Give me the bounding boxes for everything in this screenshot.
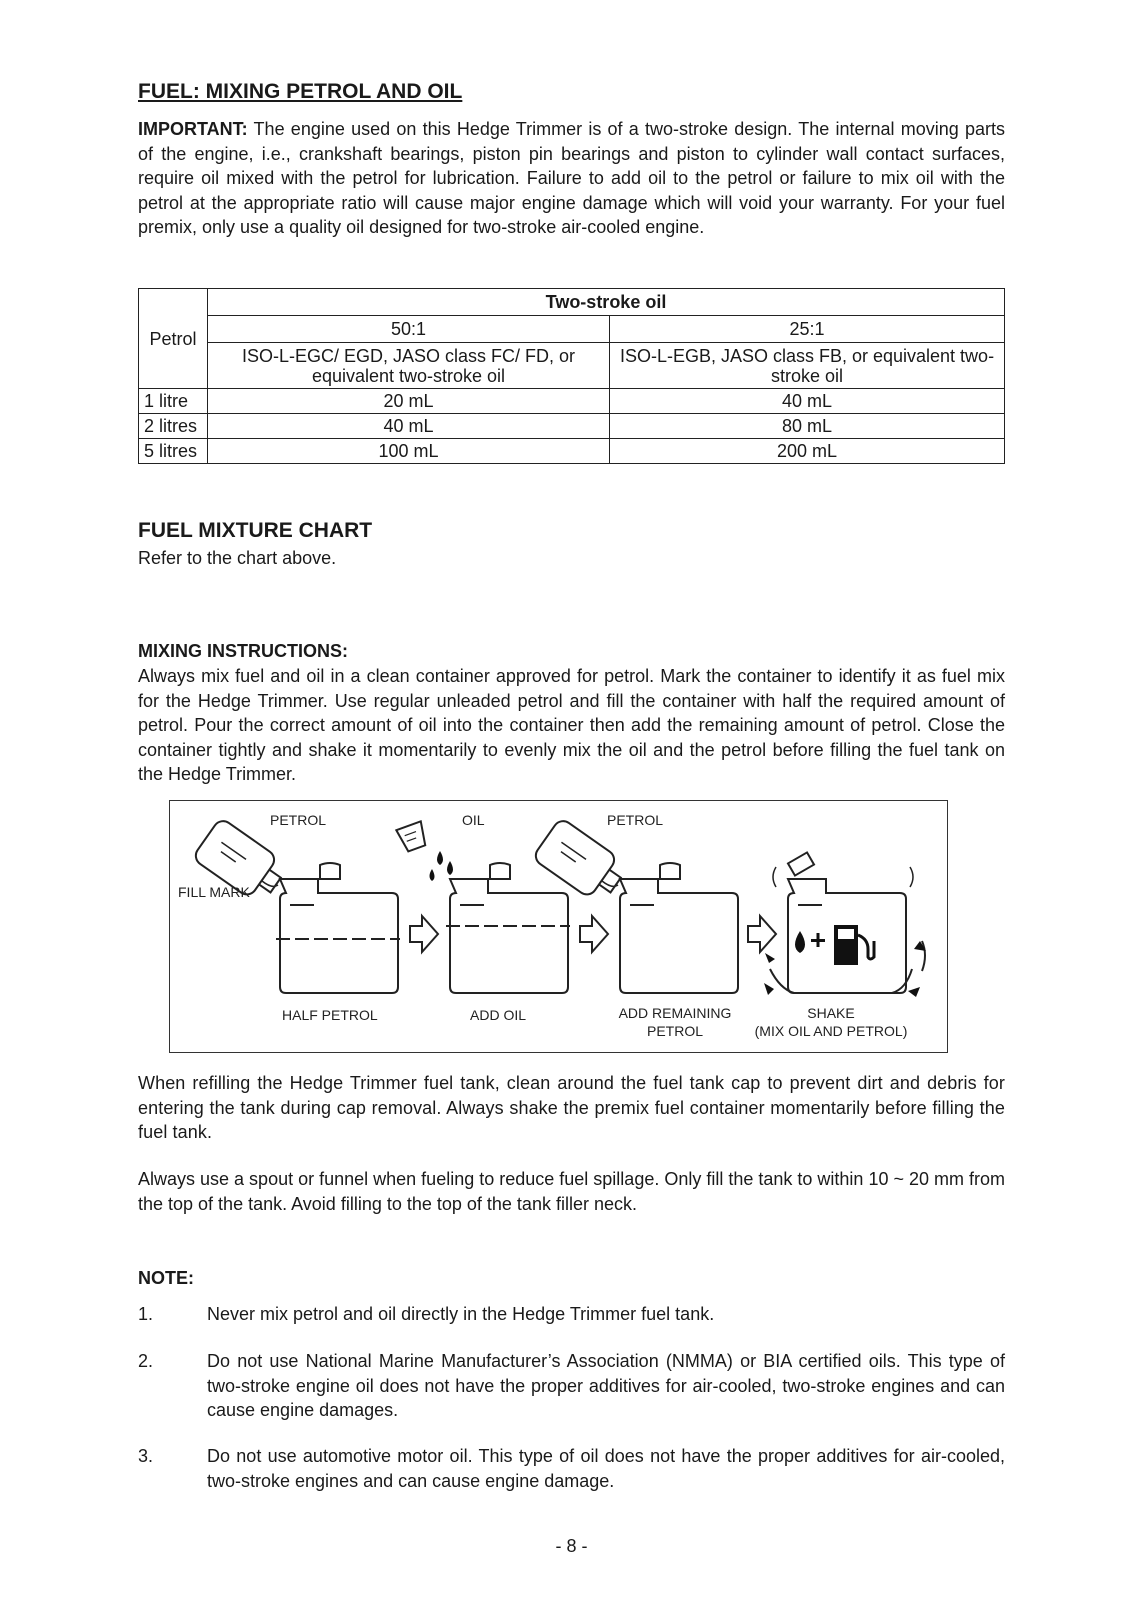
refill-paragraph: When refilling the Hedge Trimmer fuel tank, clean around the fuel tank cap to prevent dirt and debris for entering the tank during cap removal. Always shake the premix fuel container momentarily before filling the fuel tank. bbox=[138, 1073, 1005, 1143]
petrol-amount: 2 litres bbox=[139, 414, 208, 439]
table-row bbox=[139, 389, 1005, 414]
important-paragraph bbox=[138, 117, 1005, 240]
fuel-drop-icon bbox=[795, 931, 805, 953]
label-shake-line1: SHAKE bbox=[807, 1005, 855, 1021]
label-add-remaining-line1: ADD REMAINING bbox=[618, 1005, 732, 1021]
ratio-25-1: 25:1 bbox=[610, 316, 1005, 343]
label-petrol-1: PETROL bbox=[270, 812, 327, 828]
note-text: Do not use automotive motor oil. This type of oil does not have the proper additives for air-cooled, two-stroke engines and can cause engine damage. bbox=[207, 1446, 1005, 1491]
important-label: IMPORTANT: bbox=[138, 119, 248, 139]
oil-cup-icon bbox=[396, 821, 429, 852]
note-text: Do not use National Marine Manufacturer’s Association (NMMA) or BIA certified oils. This type of two-stroke engine oil does not have the proper additives for air-cooled, two-stroke engines and can cause engine damages. bbox=[207, 1351, 1005, 1421]
mixing-heading: MIXING INSTRUCTIONS: bbox=[138, 641, 348, 661]
label-add-remaining-petrol bbox=[610, 1004, 740, 1040]
label-half-petrol: HALF PETROL bbox=[282, 1007, 378, 1023]
petrol-column-header: Petrol bbox=[139, 289, 208, 389]
container-add-oil-icon bbox=[446, 863, 570, 993]
label-oil: OIL bbox=[462, 812, 485, 828]
ratio-50-1: 50:1 bbox=[208, 316, 610, 343]
label-add-remaining-line2: PETROL bbox=[646, 1023, 703, 1039]
arrow-icon-2 bbox=[580, 916, 608, 952]
oil-amount-25-1: 40 mL bbox=[610, 389, 1005, 414]
oil-spec-50-1: ISO-L-EGC/ EGD, JASO class FC/ FD, or equivalent two-stroke oil bbox=[208, 343, 610, 389]
table-row bbox=[139, 414, 1005, 439]
mixing-paragraph: Always mix fuel and oil in a clean container approved for petrol. Mark the container to identify it as fuel mix for the Hedge Trimmer. Use regular unleaded petrol and fill the container with half the required amount of petrol. Pour the correct amount of oil into the container then add the remaining amount of petrol. Close the container tightly and shake it momentarily to evenly mix the oil and the petrol before filling the fuel tank on the Hedge Trimmer. bbox=[138, 666, 1005, 785]
oil-amount-50-1: 100 mL bbox=[208, 439, 610, 464]
important-text: The engine used on this Hedge Trimmer is of a two-stroke design. The internal moving parts of the engine, i.e., crankshaft bearings, piston pin bearings and piston to cylinder wall contact surfaces, require oil mixed with the petrol for lubrication. Failure to add oil to the petrol or failure to mix oil with the petrol at the appropriate ratio will cause major engine damage which will void your warranty. For your fuel premix, only use a quality oil designed for two-stroke air-cooled engine. bbox=[138, 119, 1005, 238]
note-number: 3. bbox=[138, 1446, 154, 1466]
arrow-icon-1 bbox=[410, 916, 438, 952]
oil-drop-icon bbox=[437, 851, 443, 865]
container-remaining-petrol-icon bbox=[620, 863, 738, 993]
note-text: Never mix petrol and oil directly in the Hedge Trimmer fuel tank. bbox=[207, 1304, 715, 1324]
fuel-pump-icon bbox=[834, 925, 858, 965]
table-row bbox=[139, 439, 1005, 464]
note-number: 2. bbox=[138, 1351, 154, 1371]
mixing-diagram bbox=[169, 800, 948, 1053]
container-shake-icon bbox=[770, 852, 925, 993]
petrol-amount: 5 litres bbox=[139, 439, 208, 464]
fuel-chart-heading: FUEL MIXTURE CHART bbox=[138, 519, 373, 542]
oil-amount-50-1: 40 mL bbox=[208, 414, 610, 439]
label-petrol-2: PETROL bbox=[607, 812, 664, 828]
spout-paragraph: Always use a spout or funnel when fueling to reduce fuel spillage. Only fill the tank to within 10 ~ 20 mm from the top of the tank. Avoid filling to the top of the tank filler neck. bbox=[138, 1169, 1005, 1214]
oil-ratio-table bbox=[138, 288, 1005, 464]
note-heading: NOTE: bbox=[138, 1268, 194, 1288]
oil-amount-50-1: 20 mL bbox=[208, 389, 610, 414]
page-number: - 8 - bbox=[555, 1536, 588, 1556]
label-shake bbox=[746, 1004, 916, 1040]
oil-spec-25-1: ISO-L-EGB, JASO class FB, or equivalent two-stroke oil bbox=[610, 343, 1005, 389]
container-half-petrol-icon bbox=[276, 863, 400, 993]
arrow-icon-3 bbox=[748, 916, 776, 952]
label-shake-line2: (MIX OIL AND PETROL) bbox=[754, 1023, 908, 1039]
label-add-oil: ADD OIL bbox=[470, 1007, 527, 1023]
petrol-amount: 1 litre bbox=[139, 389, 208, 414]
oil-amount-25-1: 80 mL bbox=[610, 414, 1005, 439]
fuel-chart-text: Refer to the chart above. bbox=[138, 548, 337, 568]
label-fill-mark: FILL MARK bbox=[178, 884, 250, 900]
page-heading: FUEL: MIXING PETROL AND OIL bbox=[138, 80, 463, 103]
note-number: 1. bbox=[138, 1304, 154, 1324]
two-stroke-oil-header: Two-stroke oil bbox=[208, 289, 1005, 316]
oil-amount-25-1: 200 mL bbox=[610, 439, 1005, 464]
